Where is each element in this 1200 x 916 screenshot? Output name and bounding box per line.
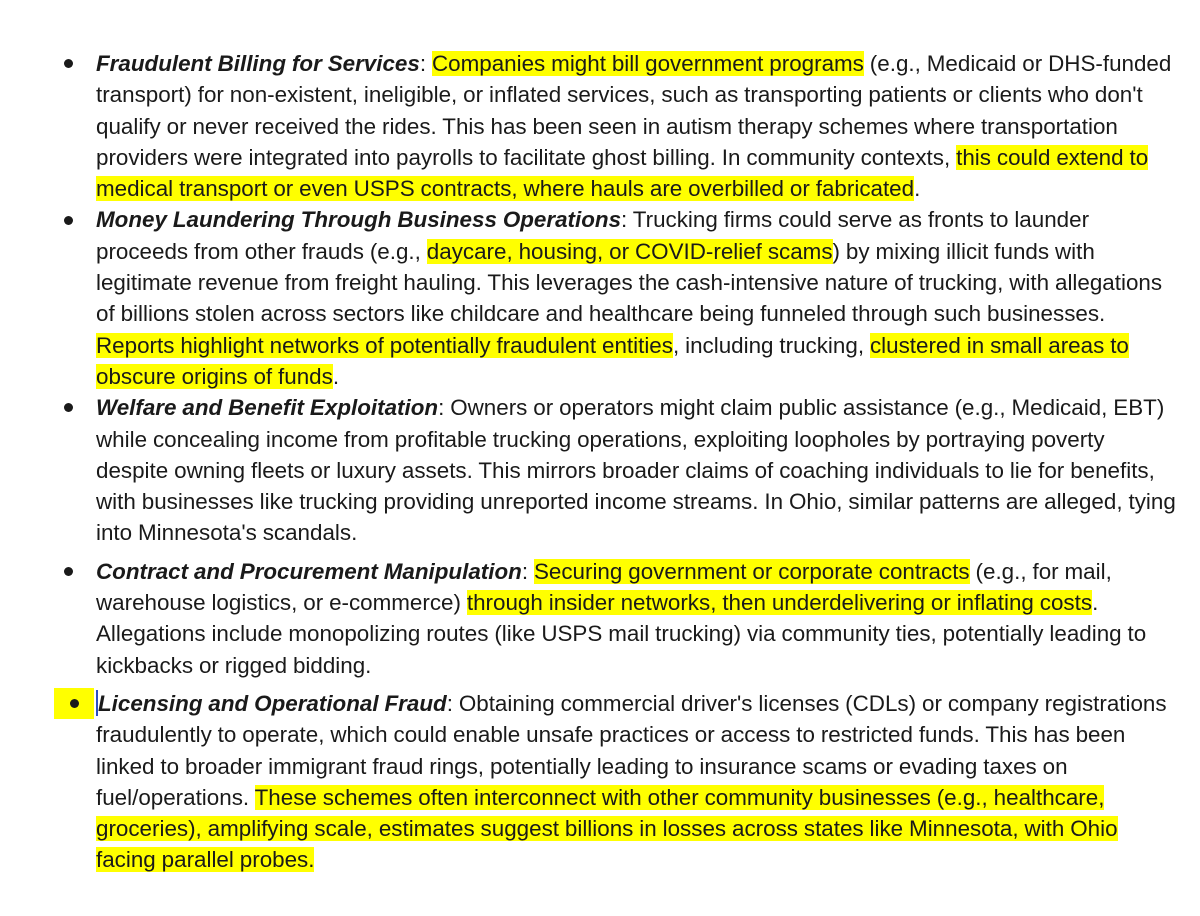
item-term: Welfare and Benefit Exploitation: [96, 395, 439, 421]
highlighted-text: Companies might bill government programs: [432, 51, 864, 76]
bullet-icon: [56, 556, 80, 587]
item-term: Contract and Procurement Manipulation: [96, 558, 522, 584]
highlighted-text: daycare, housing, or COVID-relief scams: [426, 238, 833, 264]
highlighted-text: clustered in small areas to obscure origins of funds: [96, 332, 1129, 389]
list-item: Welfare and Benefit Exploitation: Owners or operators might claim public assistance (e.g., Medicaid, EBT) while concealing income from profitable trucking operations, exploiting loopholes by portraying poverty despite owning fleets or luxury assets. This mirrors broader claims of coaching individuals to lie for benefits, with businesses like trucking providing unreported income streams. In Ohio, similar patterns are alleged, tying into Minnesota's scandals.: [0, 392, 1200, 548]
item-term: Fraudulent Billing for Services: [96, 51, 420, 76]
item-term: Money Laundering Through Business Operations: [96, 207, 622, 233]
bullet-icon: [56, 392, 80, 423]
list-item: Contract and Procurement Manipulation: Securing government or corporate contracts (e.g., for mail, warehouse logistics, or e-commerce) through insider networks, then underdelivering or inflating costs. Allegations include monopolizing routes (like USPS mail trucking) via community ties, potentially leading to kickbacks or rigged bidding.: [0, 556, 1200, 681]
highlighted-text: Securing government or corporate contracts: [533, 558, 970, 584]
bullet-icon: [56, 204, 80, 235]
item-term: Licensing and Operational Fraud: [98, 690, 447, 716]
list-item: Fraudulent Billing for Services: Companies might bill government programs (e.g., Medicaid or DHS-funded transport) for non-existent, ineligible, or inflated services, such as transporting patients or clients who don't qualify or never received the rides. This has been seen in autism therapy schemes where transportation providers were integrated into payrolls to facilitate ghost billing. In community contexts, this could extend to medical transport or even USPS contracts, where hauls are overbilled or fabricated.: [0, 48, 1200, 204]
document-body: [0, 48, 1200, 876]
highlighted-text: Reports highlight networks of potentially fraudulent entities: [96, 332, 673, 358]
highlighted-text: through insider networks, then underdelivering or inflating costs: [466, 590, 1093, 616]
bullet-icon: [54, 688, 94, 719]
bullet-icon: [56, 48, 80, 79]
highlighted-text: this could extend to medical transport or even USPS contracts, where hauls are overbilled or fabricated: [96, 144, 1149, 202]
highlighted-text: These schemes often interconnect with other community businesses (e.g., healthcare, groceries), amplifying scale, estimates suggest billions in losses across states like Minnesota, with Ohio facing parallel probes.: [96, 784, 1118, 873]
list-item: Licensing and Operational Fraud: Obtaining commercial driver's licenses (CDLs) or company registrations fraudulently to operate, which could enable unsafe practices or access to restricted funds. This has been linked to broader immigrant fraud rings, potentially leading to insurance scams or evading taxes on fuel/operations. These schemes often interconnect with other community businesses (e.g., healthcare, groceries), amplifying scale, estimates suggest billions in losses across states like Minnesota, with Ohio facing parallel probes.: [0, 688, 1200, 876]
list-item: Money Laundering Through Business Operations: Trucking firms could serve as fronts to launder proceeds from other frauds (e.g., daycare, housing, or COVID-relief scams) by mixing illicit funds with legitimate revenue from freight hauling. This leverages the cash-intensive nature of trucking, with allegations of billions stolen across sectors like childcare and healthcare being funneled through such businesses. Reports highlight networks of potentially fraudulent entities, including trucking, clustered in small areas to obscure origins of funds.: [0, 204, 1200, 392]
